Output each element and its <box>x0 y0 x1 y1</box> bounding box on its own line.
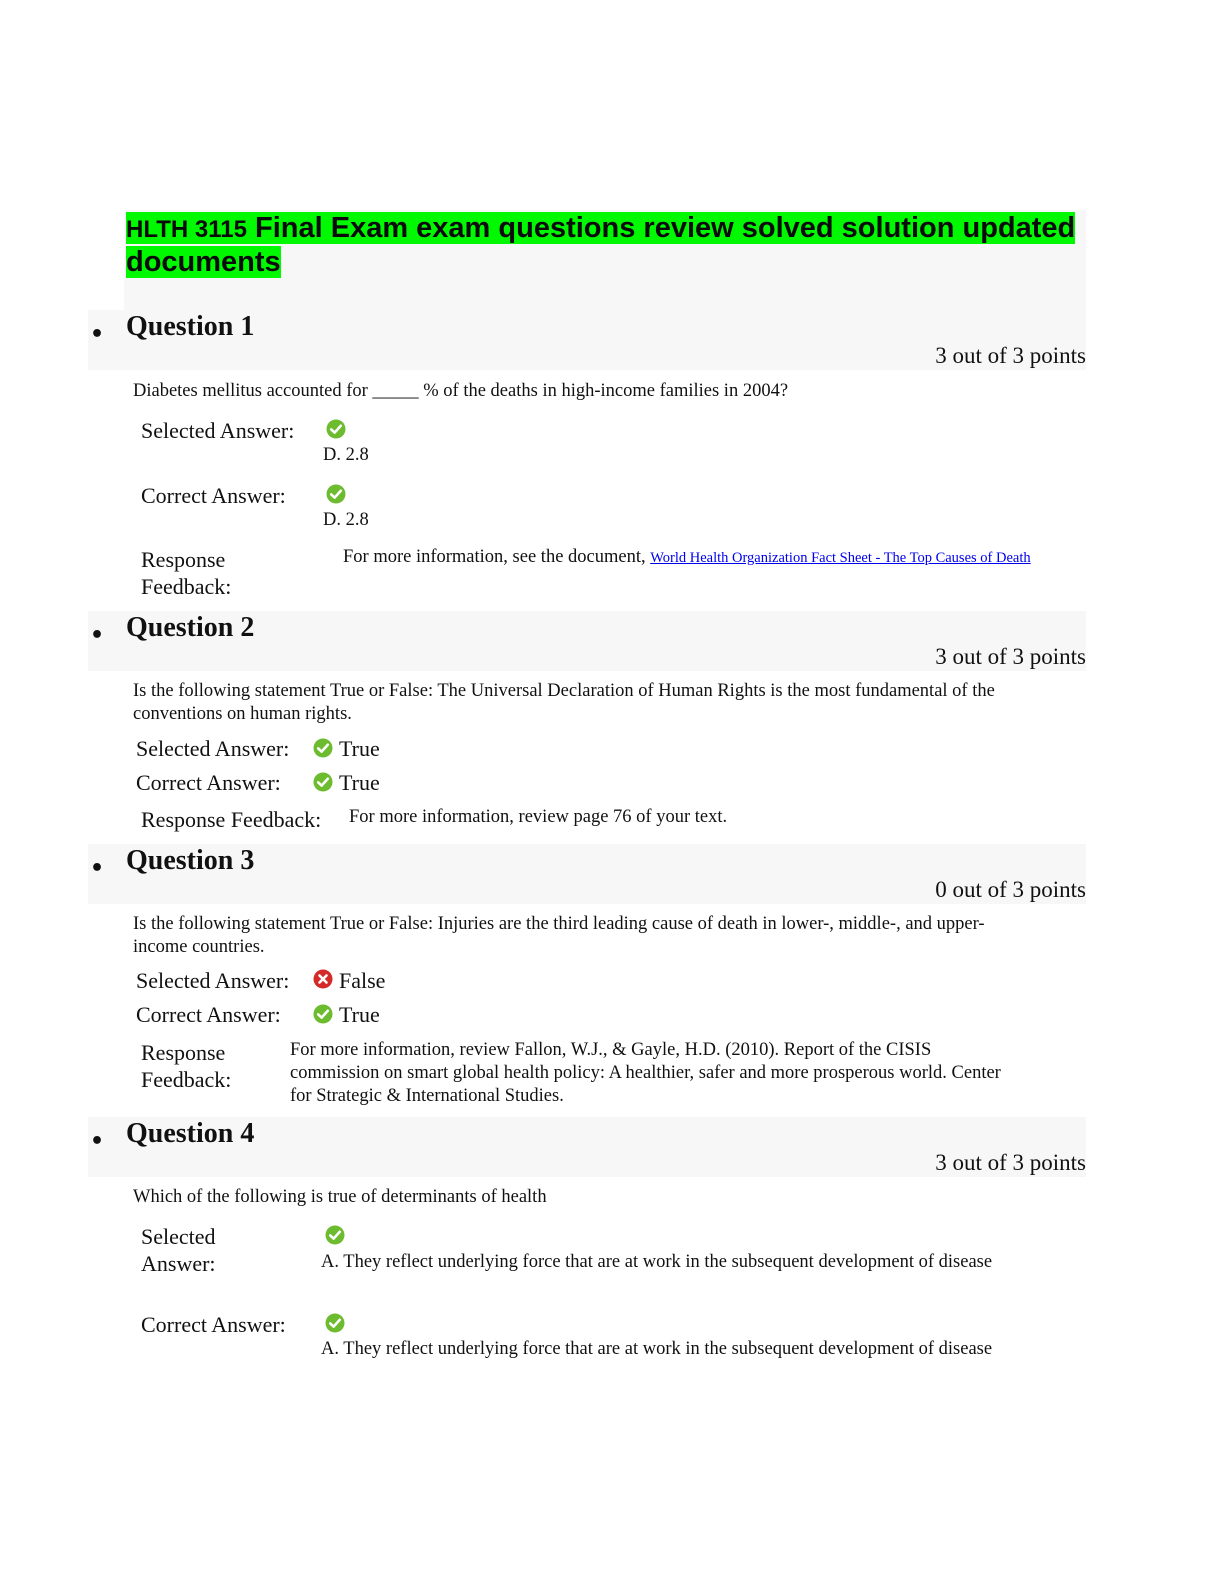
feedback-label: Feedback: <box>141 1067 232 1092</box>
response-label: Response <box>141 1040 226 1065</box>
selected-answer-value: True <box>339 736 380 761</box>
question-points: 3 out of 3 points <box>935 644 1086 669</box>
feedback-link[interactable]: World Health Organization Fact Sheet - The Top Causes of Death <box>650 550 1031 566</box>
check-circle-icon <box>313 738 333 758</box>
correct-answer-value: True <box>339 770 380 795</box>
question-points: 3 out of 3 points <box>935 1150 1086 1175</box>
selected-label: Selected <box>141 1224 216 1249</box>
check-circle-icon <box>325 1225 345 1245</box>
response-feedback-label <box>141 546 231 600</box>
question-points: 0 out of 3 points <box>935 877 1086 902</box>
response-feedback-label <box>141 1039 231 1093</box>
x-circle-icon <box>313 969 333 989</box>
bullet: • <box>90 1129 105 1154</box>
selected-answer-value: False <box>339 968 386 993</box>
check-circle-icon <box>325 1313 345 1333</box>
check-circle-icon <box>313 772 333 792</box>
question-title: Question 3 <box>126 845 255 876</box>
response-feedback-label: Response Feedback: <box>141 807 322 832</box>
feedback-label: Feedback: <box>141 574 232 599</box>
check-circle-icon <box>326 484 346 504</box>
correct-answer-value: D. 2.8 <box>323 510 369 530</box>
question-title: Question 2 <box>126 612 255 643</box>
check-circle-icon <box>313 1004 333 1024</box>
feedback-text: For more information, see the document, <box>343 547 646 567</box>
question-points: 3 out of 3 points <box>935 343 1086 368</box>
question-2-header <box>88 611 1086 671</box>
bullet: • <box>90 856 105 881</box>
question-text: Is the following statement True or False: Injuries are the third leading cause of death in lower-, middle-, and upper-income countries. <box>133 914 985 957</box>
feedback-text: For more information, review Fallon, W.J., & Gayle, H.D. (2010). Report of the CISIS commission on smart global health policy: A healthier, safer and more prosperous world. Center for Strategic & International Studies. <box>290 1040 1001 1106</box>
question-1-header <box>88 310 1086 370</box>
selected-answer-label: Selected Answer: <box>136 736 290 761</box>
title-text: Final Exam exam questions review solved solution updated documents <box>126 212 1076 278</box>
bullet: • <box>90 322 105 347</box>
question-title: Question 4 <box>126 1118 255 1149</box>
selected-answer-value: A. They reflect underlying force that are at work in the subsequent development of disease <box>321 1252 993 1272</box>
correct-answer-label: Correct Answer: <box>141 483 286 508</box>
question-text: Diabetes mellitus accounted for _____ % of the deaths in high-income families in 2004? <box>133 381 789 401</box>
response-feedback <box>343 546 1043 569</box>
correct-answer-value: True <box>339 1002 380 1027</box>
question-4-header <box>88 1117 1086 1177</box>
question-text: Is the following statement True or False: The Universal Declaration of Human Rights is the most fundamental of the conventions on human rights. <box>133 681 995 724</box>
course-code: HLTH 3115 <box>126 216 247 243</box>
document-title <box>126 212 1084 279</box>
selected-answer-value: D. 2.8 <box>323 445 369 465</box>
question-3-header <box>88 844 1086 904</box>
answer-label: Answer: <box>141 1251 216 1276</box>
correct-answer-label: Correct Answer: <box>136 770 281 795</box>
correct-answer-label: Correct Answer: <box>141 1312 286 1337</box>
selected-answer-label <box>141 1223 216 1277</box>
correct-answer-value: A. They reflect underlying force that are at work in the subsequent development of disease <box>321 1339 993 1359</box>
check-circle-icon <box>326 419 346 439</box>
selected-answer-label: Selected Answer: <box>136 968 290 993</box>
response-label: Response <box>141 547 226 572</box>
question-title: Question 1 <box>126 311 255 342</box>
correct-answer-label: Correct Answer: <box>136 1002 281 1027</box>
question-text: Which of the following is true of determinants of health <box>133 1187 547 1207</box>
selected-answer-label: Selected Answer: <box>141 418 295 443</box>
feedback-text: For more information, review page 76 of your text. <box>349 807 728 827</box>
bullet: • <box>90 623 105 648</box>
